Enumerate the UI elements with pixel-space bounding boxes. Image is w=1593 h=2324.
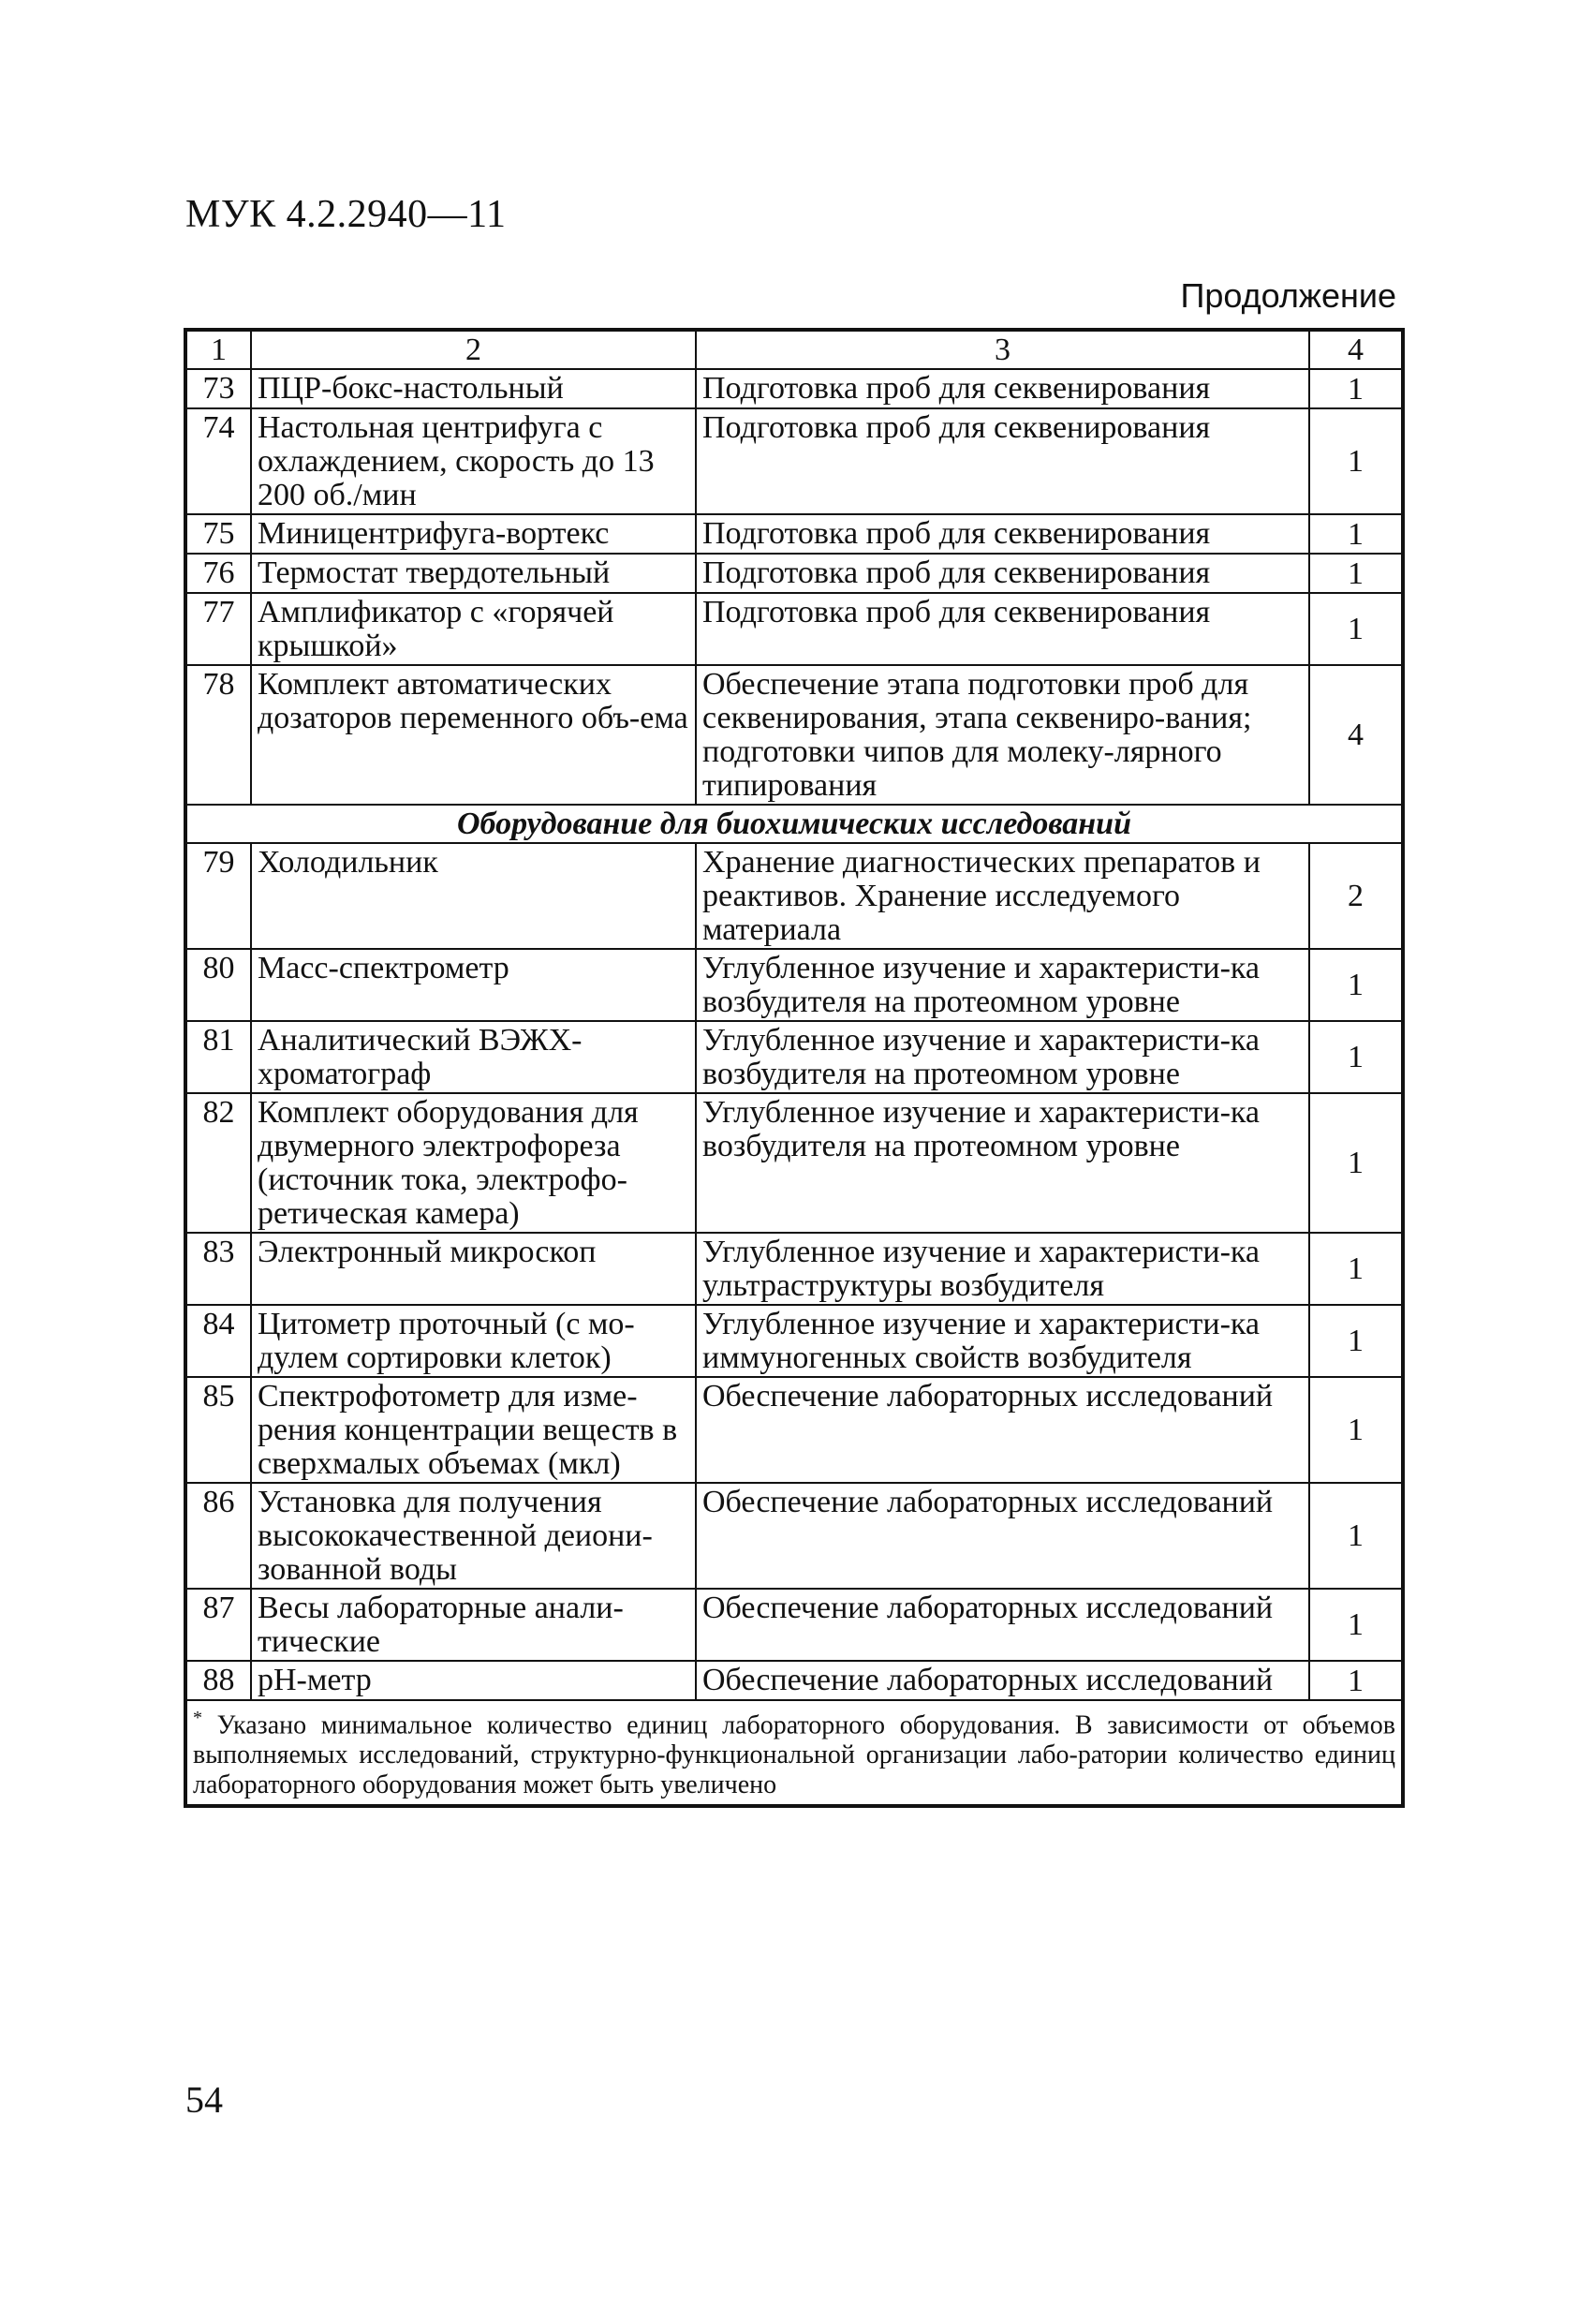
footnote-cell	[185, 1700, 1403, 1806]
table-row	[185, 665, 1403, 805]
column-header: 1	[185, 330, 251, 369]
table-row	[185, 843, 1403, 949]
equipment-quantity: 1	[1309, 1483, 1403, 1589]
equipment-name: Комплект автоматических дозаторов переменного объ-ема	[251, 665, 696, 805]
column-header: 4	[1309, 330, 1403, 369]
table-row	[185, 1589, 1403, 1661]
row-number: 82	[185, 1093, 251, 1233]
table-row	[185, 949, 1403, 1021]
continuation-label: Продолжение	[1180, 276, 1396, 315]
equipment-purpose: Обеспечение этапа подготовки проб для секвенирования, этапа секвениро-вания; подготовки чипов для молеку-лярного типирования	[696, 665, 1309, 805]
equipment-name: Миницентрифуга-вортекс	[251, 514, 696, 554]
row-number: 79	[185, 843, 251, 949]
equipment-purpose: Подготовка проб для секвенирования	[696, 554, 1309, 593]
row-number: 78	[185, 665, 251, 805]
equipment-purpose: Обеспечение лабораторных исследований	[696, 1377, 1309, 1483]
section-title: Оборудование для биохимических исследований	[185, 805, 1403, 843]
equipment-name: Весы лабораторные анали-тические	[251, 1589, 696, 1661]
column-header: 2	[251, 330, 696, 369]
section-row	[185, 805, 1403, 843]
table-row	[185, 1021, 1403, 1093]
row-number: 77	[185, 593, 251, 665]
equipment-quantity: 1	[1309, 1093, 1403, 1233]
table-row	[185, 1661, 1403, 1700]
equipment-quantity: 1	[1309, 1305, 1403, 1377]
equipment-quantity: 1	[1309, 1021, 1403, 1093]
equipment-quantity: 1	[1309, 1589, 1403, 1661]
equipment-purpose: Углубленное изучение и характеристи-ка иммуногенных свойств возбудителя	[696, 1305, 1309, 1377]
equipment-quantity: 1	[1309, 514, 1403, 554]
table-row	[185, 554, 1403, 593]
equipment-name: ПЦР-бокс-настольный	[251, 369, 696, 408]
equipment-name: Аналитический ВЭЖХ-хроматограф	[251, 1021, 696, 1093]
equipment-quantity: 1	[1309, 1661, 1403, 1700]
table-row	[185, 1093, 1403, 1233]
equipment-table-wrapper	[184, 328, 1401, 1808]
row-number: 81	[185, 1021, 251, 1093]
row-number: 80	[185, 949, 251, 1021]
equipment-purpose: Углубленное изучение и характеристи-ка возбудителя на протеомном уровне	[696, 1021, 1309, 1093]
equipment-purpose: Углубленное изучение и характеристи-ка ультраструктуры возбудителя	[696, 1233, 1309, 1305]
row-number: 83	[185, 1233, 251, 1305]
equipment-quantity: 1	[1309, 1233, 1403, 1305]
table-row	[185, 1233, 1403, 1305]
document-code: МУК 4.2.2940—11	[185, 193, 507, 236]
equipment-name: Амплификатор с «горячей крышкой»	[251, 593, 696, 665]
equipment-name: Цитометр проточный (с мо-дулем сортировки клеток)	[251, 1305, 696, 1377]
table-row	[185, 593, 1403, 665]
equipment-quantity: 1	[1309, 593, 1403, 665]
equipment-purpose: Подготовка проб для секвенирования	[696, 408, 1309, 514]
footnote-mark: *	[193, 1708, 202, 1728]
equipment-quantity: 1	[1309, 408, 1403, 514]
equipment-purpose: Обеспечение лабораторных исследований	[696, 1661, 1309, 1700]
equipment-quantity: 1	[1309, 554, 1403, 593]
table-row	[185, 514, 1403, 554]
row-number: 88	[185, 1661, 251, 1700]
row-number: 84	[185, 1305, 251, 1377]
row-number: 74	[185, 408, 251, 514]
equipment-purpose: Углубленное изучение и характеристи-ка возбудителя на протеомном уровне	[696, 1093, 1309, 1233]
equipment-name: Установка для получения высококачественной деиони-зованной воды	[251, 1483, 696, 1589]
row-number: 73	[185, 369, 251, 408]
row-number: 87	[185, 1589, 251, 1661]
equipment-quantity: 1	[1309, 949, 1403, 1021]
table-row	[185, 1305, 1403, 1377]
row-number: 86	[185, 1483, 251, 1589]
column-header: 3	[696, 330, 1309, 369]
footnote-text: Указано минимальное количество единиц лабораторного оборудования. В зависимости от объемов выполняемых исследований, структурно-функциональной организации лабо-ратории количество единиц лабораторного оборудования может быть увеличено	[193, 1710, 1395, 1800]
table-body	[185, 330, 1403, 1806]
row-number: 76	[185, 554, 251, 593]
table-row	[185, 1377, 1403, 1483]
table-header-row	[185, 330, 1403, 369]
table-row	[185, 1483, 1403, 1589]
equipment-name: Холодильник	[251, 843, 696, 949]
equipment-name: Термостат твердотельный	[251, 554, 696, 593]
row-number: 75	[185, 514, 251, 554]
equipment-name: Настольная центрифуга с охлаждением, скорость до 13 200 об./мин	[251, 408, 696, 514]
equipment-purpose: Подготовка проб для секвенирования	[696, 514, 1309, 554]
equipment-name: Масс-спектрометр	[251, 949, 696, 1021]
table-row	[185, 369, 1403, 408]
equipment-name: pH-метр	[251, 1661, 696, 1700]
equipment-purpose: Подготовка проб для секвенирования	[696, 593, 1309, 665]
equipment-purpose: Углубленное изучение и характеристи-ка возбудителя на протеомном уровне	[696, 949, 1309, 1021]
equipment-purpose: Обеспечение лабораторных исследований	[696, 1589, 1309, 1661]
equipment-name: Электронный микроскоп	[251, 1233, 696, 1305]
table-row	[185, 408, 1403, 514]
equipment-name: Спектрофотометр для изме-рения концентрации веществ в сверхмалых объемах (мкл)	[251, 1377, 696, 1483]
equipment-quantity: 1	[1309, 369, 1403, 408]
page-number: 54	[185, 2079, 223, 2121]
row-number: 85	[185, 1377, 251, 1483]
equipment-name: Комплект оборудования для двумерного электрофореза (источник тока, электрофо-ретическая камера)	[251, 1093, 696, 1233]
equipment-purpose: Обеспечение лабораторных исследований	[696, 1483, 1309, 1589]
equipment-purpose: Хранение диагностических препаратов и реактивов. Хранение исследуемого материала	[696, 843, 1309, 949]
footnote-row	[185, 1700, 1403, 1806]
equipment-purpose: Подготовка проб для секвенирования	[696, 369, 1309, 408]
equipment-quantity: 2	[1309, 843, 1403, 949]
equipment-quantity: 4	[1309, 665, 1403, 805]
equipment-quantity: 1	[1309, 1377, 1403, 1483]
equipment-table	[184, 328, 1405, 1808]
